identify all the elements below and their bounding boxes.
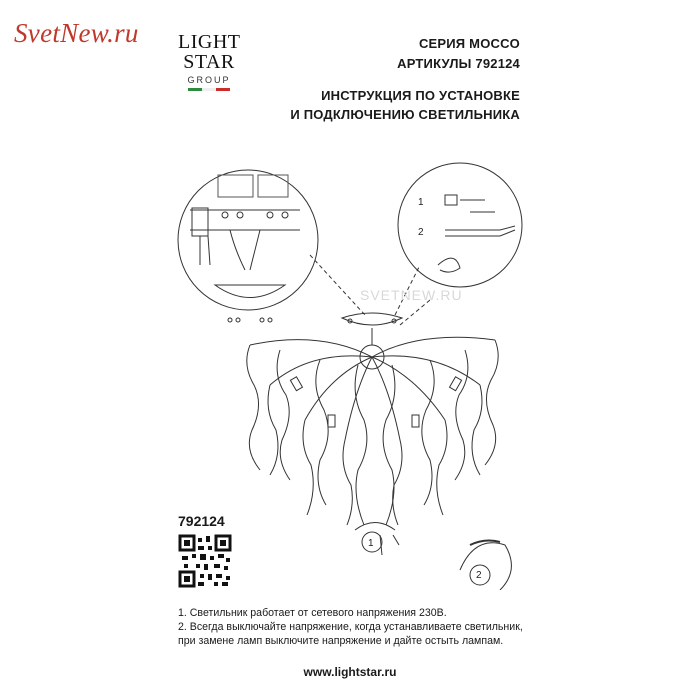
installation-notes: [178, 606, 523, 648]
website-link[interactable]: www.lightstar.ru: [303, 665, 397, 679]
mounting-detail-icon: [178, 170, 318, 322]
logo-line-2: STAR: [183, 51, 235, 73]
qr-code-icon: [178, 534, 232, 588]
bulb-insert-icon: [355, 523, 399, 556]
article-number: 792124: [178, 513, 225, 529]
logo-line-1: LIGHT: [178, 31, 241, 53]
article-numbers: АРТИКУЛЫ 792124: [397, 56, 520, 71]
bulb-step-label-1: 1: [368, 538, 374, 549]
diagram-watermark: SVETNEW.RU: [360, 287, 463, 303]
step-label-1: 1: [418, 197, 424, 208]
instruction-title-line-2: И ПОДКЛЮЧЕНИЮ СВЕТИЛЬНИКА: [290, 107, 520, 122]
note-line-3: при замене ламп выключите напряжение и дайте остыть лампам.: [178, 635, 504, 647]
bulb-step-label-2: 2: [476, 570, 482, 581]
instruction-title-line-1: ИНСТРУКЦИЯ ПО УСТАНОВКЕ: [321, 88, 520, 103]
italian-flag-icon: [178, 88, 240, 91]
series-title: СЕРИЯ MOCCO: [418, 36, 520, 51]
watermark-logo: SvetNew.ru: [14, 18, 139, 48]
lightstar-logo: [178, 32, 240, 106]
step-label-2: 2: [418, 227, 424, 238]
ceiling-canopy-icon: [398, 163, 522, 287]
note-line-2: 2. Всегда выключайте напряжение, когда устанавливаете светильник,: [178, 621, 523, 633]
bulb-replace-icon: [460, 541, 511, 590]
logo-line-3: GROUP: [187, 75, 231, 85]
note-line-1: 1. Светильник работает от сетевого напряжения 230В.: [178, 607, 447, 619]
